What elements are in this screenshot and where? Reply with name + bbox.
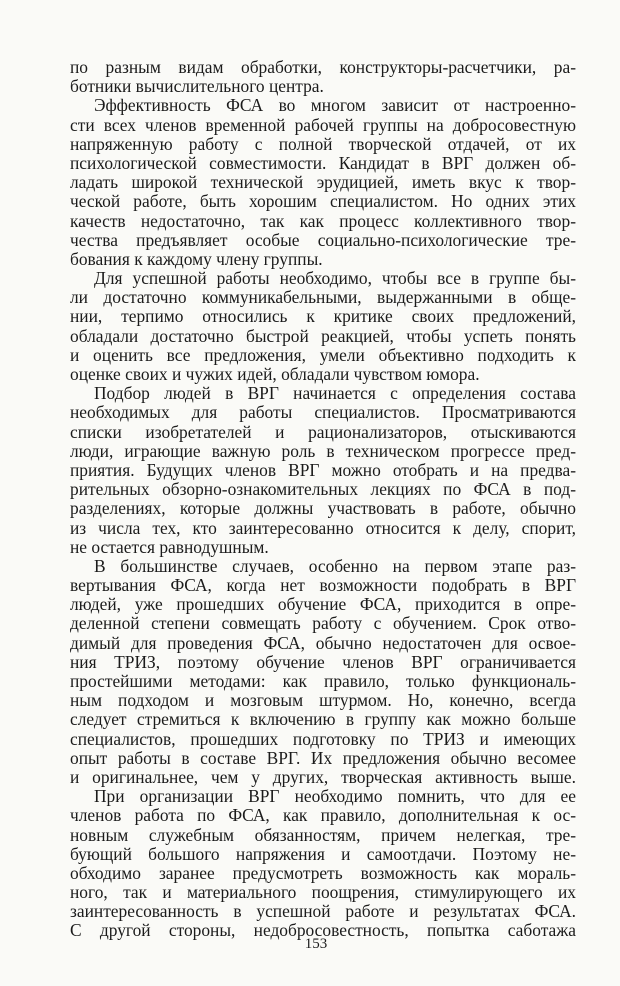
text-line: При организации ВРГ необходимо помнить, что для ее	[94, 787, 576, 807]
text-line: следует стремиться к включению в группу как можно больше	[70, 710, 576, 730]
text-line: ботники вычислительного центра.	[70, 77, 324, 97]
text-line: Для успешной работы необходимо, чтобы все в группе бы-	[94, 269, 576, 289]
text-line: ли достаточно коммуникабельными, выдержанными в обще-	[70, 288, 576, 308]
text-line: оценке своих и чужих идей, обладали чувством юмора.	[70, 365, 480, 384]
text-line: ного, так и материального поощрения, стимулирующего их	[70, 883, 576, 903]
text-line: простейшими методами: как правило, только функциональ-	[70, 672, 576, 691]
text-line: новным служебным обязанностям, причем нелегкая, тре-	[70, 825, 576, 845]
text-line: и оценить все предложения, умели объективно подходить к	[70, 345, 576, 365]
text-line: Эффективность ФСА во многом зависит от настроенно-	[94, 96, 576, 116]
text-line: С другой стороны, недобросовестность, попытка саботажа	[70, 921, 576, 941]
text-line: по разным видам обработки, конструкторы-расчетчики, ра-	[70, 58, 576, 77]
text-line: опыт работы в составе ВРГ. Их предложения обычно весомее	[70, 748, 576, 768]
text-line: обладали достаточно быстрой реакцией, чтобы успеть понять	[70, 326, 576, 346]
text-line: заинтересованность в успешной работе и результатах ФСА.	[70, 902, 576, 922]
text-line: людей, уже прошедших обучение ФСА, приходится в опре-	[70, 595, 576, 615]
text-line: из числа тех, кто заинтересованно относится к делу, спорит,	[70, 518, 576, 538]
text-line: напряженную работу с полной творческой отдачей, от их	[70, 134, 576, 154]
body-text	[70, 58, 576, 941]
text-line: ческой работе, быть хорошим специалистом. Но одних этих	[70, 192, 576, 212]
text-line: Подбор людей в ВРГ начинается с определения состава	[94, 384, 576, 404]
text-line: психологической совместимости. Кандидат в ВРГ должен об-	[70, 153, 576, 173]
text-line: специалистов, прошедших подготовку по ТРИЗ и имеющих	[70, 729, 576, 749]
text-line: рительных обзорно-ознакомительных лекциях по ФСА в под-	[70, 480, 576, 500]
text-line: люди, играющие важную роль в техническом прогрессе пред-	[70, 441, 576, 461]
text-line: димый для проведения ФСА, обычно недостаточен для освое-	[70, 633, 576, 653]
text-line: разделениях, которые должны участвовать в работе, обычно	[70, 499, 576, 519]
text-line: и оригинальнее, чем у других, творческая активность выше.	[70, 767, 576, 787]
text-line: ладать широкой технической эрудицией, иметь вкус к твор-	[70, 173, 576, 193]
text-line: нии, терпимо относились к критике своих предложений,	[70, 307, 576, 327]
text-line: вертывания ФСА, когда нет возможности подобрать в ВРГ	[70, 576, 576, 596]
text-line: ния ТРИЗ, поэтому обучение членов ВРГ ограничивается	[70, 652, 576, 672]
text-line: ным подходом и мозговым штурмом. Но, конечно, всегда	[70, 691, 576, 711]
text-line: необходимых для работы специалистов. Просматриваются	[70, 403, 576, 423]
text-line: членов работа по ФСА, как правило, дополнительная к ос-	[70, 806, 576, 826]
text-line: приятия. Будущих членов ВРГ можно отобрать и на предва-	[70, 460, 576, 480]
text-line: качеств недостаточно, так как процесс коллективного твор-	[70, 211, 576, 231]
text-line: списки изобретателей и рационализаторов, отыскиваются	[70, 422, 576, 442]
text-line: деленной степени совмещать работу с обучением. Срок отво-	[70, 614, 576, 634]
text-line: бования к каждому члену группы.	[70, 249, 323, 269]
text-line: чества предъявляет особые социально-психологические тре-	[70, 230, 576, 250]
text-line: В большинстве случаев, особенно на первом этапе раз-	[94, 556, 576, 576]
text-line: обходимо заранее предусмотреть возможность как мораль-	[70, 863, 576, 883]
text-line: бующий большого напряжения и самоотдачи. Поэтому не-	[70, 844, 576, 864]
page-number: 153	[304, 936, 328, 952]
text-line: не остается равнодушным.	[70, 537, 269, 557]
text-line: сти всех членов временной рабочей группы на добросовестную	[70, 115, 576, 135]
